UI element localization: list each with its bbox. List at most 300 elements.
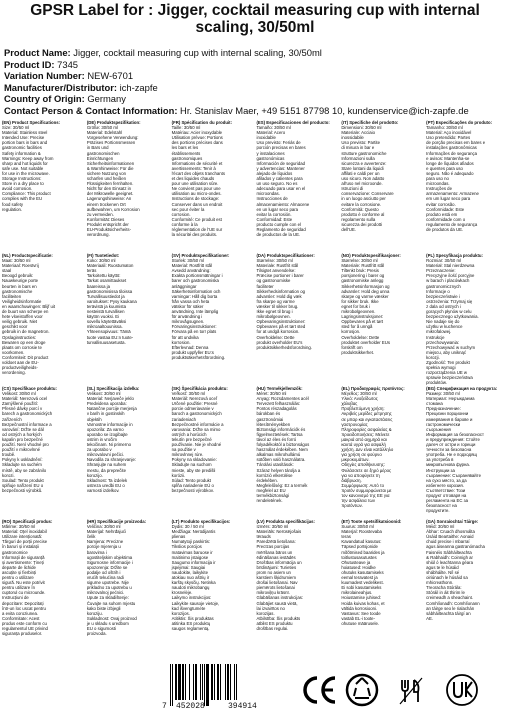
language-block-line: Yhteensopivuus: Tämä <box>86 329 131 335</box>
language-block-line: használat érdekében. Nem <box>256 447 308 453</box>
language-block-line: sicurezza dei prodotti <box>341 221 382 227</box>
language-block-line: Информация за безопасност <box>426 431 484 437</box>
language-block-heading: (ES) Especificaciones del producto: <box>256 120 330 125</box>
language-block-line: un uso seguro. No es <box>256 181 298 187</box>
language-block <box>87 386 169 509</box>
language-block-line: faciliteiten <box>2 293 22 299</box>
language-block-line: varningar: Håll dig borta <box>171 293 218 299</box>
language-block-line: bezpečnosti výrobkov. <box>171 487 214 493</box>
language-block-line: Materiale: Rustfrit stål <box>256 263 299 269</box>
language-block-line: prom no asiem un <box>256 569 291 575</box>
language-block-line: troubě. <box>2 452 16 458</box>
language-block-line: продукт отговаря на <box>426 492 467 498</box>
language-block-heading: (HU) Termékjellemzők: <box>256 386 303 391</box>
barcode-right-digits: 394914 <box>228 702 257 711</box>
language-block-line: Φυλάσσετε σε ξηρό μέρος <box>341 467 392 473</box>
language-block-line: Veľkosť: 30/50 ml <box>171 391 206 397</box>
language-block-line: mikrobølgeovnen. <box>256 314 291 320</box>
language-block <box>172 253 254 376</box>
language-block-line: Informações de segurança <box>426 150 478 156</box>
language-block-line: drošai lietošanai. Nav <box>256 580 298 586</box>
language-block-line: prikladno za upotrebu u <box>86 585 132 591</box>
language-block-line: bezpiecznego użytkowania. <box>426 314 479 320</box>
language-block-line: Materiāls: Nerūsējošais <box>256 529 302 535</box>
language-block-line: korrosjon. <box>341 329 361 335</box>
language-block-line: mikrovlnnej rúre. <box>171 452 204 458</box>
language-block-line: Storlek: 30/50 ml <box>171 258 204 264</box>
language-block-line: Shranjujte na suhem <box>86 462 127 468</box>
language-block-line: teräs <box>86 268 97 274</box>
language-block-line: bezpečnosti výrobků. <box>2 487 43 493</box>
language-block-line: krosnelėje. <box>171 590 193 596</box>
language-block-line: baareissa ja <box>86 283 110 289</box>
language-block-line: atitinka ES produktų <box>171 620 211 626</box>
language-block-line: afilados y calientes para <box>256 176 303 182</box>
language-block-line: Utilisation prévue: Portions <box>171 135 223 141</box>
language-block-line: terävistä ja kuumista <box>86 303 126 309</box>
language-block-line: Instrukcje <box>426 334 445 340</box>
language-block <box>257 386 339 509</box>
language-block-line: la sécurité des produits. <box>171 232 218 238</box>
language-block-line: Materiál: Nerezová oceľ <box>171 396 218 402</box>
language-block-line: Precyzyjne ilość porcyjne <box>426 273 475 279</box>
language-block-line: Zgodność: Ten produkt <box>426 359 470 365</box>
language-block-line: baroch a gastronomických <box>171 411 222 417</box>
language-block-line: teras <box>341 534 351 540</box>
language-block-line: toitlustusasutustes <box>341 554 377 560</box>
language-block-line: vrućih tekućina radi <box>86 575 124 581</box>
language-block-line: et des liquides chauds <box>171 176 215 182</box>
language-block-line: corrosion. <box>171 211 191 217</box>
language-block-line: Bezpečnostní informace a <box>2 421 52 427</box>
language-block-line: μικροκυμάτων. <box>341 457 370 463</box>
language-block-line: Præcise portioner i barer <box>256 273 304 279</box>
language-block-line: lai izvairītos no <box>256 605 285 611</box>
language-block-line: použití v mikrovlnné <box>2 447 40 453</box>
language-block-line: koroziju. <box>86 610 103 616</box>
language-block-line: Materiale: Rustfritt stål <box>341 263 385 269</box>
language-block-line: ugostiteljskim objektima <box>86 554 133 560</box>
language-block-line: établissements <box>171 150 201 156</box>
language-block-line: gorących płynów w celu <box>426 309 472 315</box>
language-grid <box>2 120 508 642</box>
language-block-line: aufbewahren, um Korrosion <box>86 206 140 212</box>
language-block-line: oiriúnach le húsáid sa <box>426 575 468 581</box>
language-block-line: varoitukset: Pysy kaukana <box>86 298 137 304</box>
language-block-line: de productos de la UE. <box>256 232 301 238</box>
language-block-line: Uso previsto: Partite <box>341 140 381 146</box>
language-block-line: Tamaño: 30/50 ml <box>256 125 291 131</box>
language-block-line: w barach i placówkach <box>426 278 470 284</box>
language-block <box>257 120 339 243</box>
language-block-line: korozijos. <box>171 610 190 616</box>
info-product-name: Product Name: Jigger, cocktail measuring cup with internal scaling, 30/50ml <box>4 47 322 58</box>
language-block-line: Opslaginstructies: <box>2 334 37 340</box>
language-block-line: čelik <box>86 534 96 540</box>
language-block-line: Izmērs: 30/50 ml <box>256 524 289 530</box>
language-block-line: dell'UE. <box>341 226 357 232</box>
language-block-line: advarsler: Hold deg unna <box>341 288 390 294</box>
language-block-line: Saugumo informacija ir <box>171 559 216 565</box>
language-block-line: Warnings: Keep away from <box>2 155 54 161</box>
language-block-line: Conformità: Questo <box>341 206 379 212</box>
language-block-line: for sikker bruk. Ikke <box>341 298 379 304</box>
language-block-line: Utilizare intenționată: <box>2 534 43 540</box>
language-block-line: Размер: 30/50 ml <box>426 391 460 397</box>
language-block-line: barech a gastronomických <box>2 411 53 417</box>
language-block-line: cuptorul cu microunde. <box>2 590 46 596</box>
language-block-line: regulamentul UE privind <box>2 625 48 631</box>
language-block <box>257 253 339 376</box>
language-block-line: inossidabile <box>341 135 364 141</box>
language-block-line: gastronomiques <box>171 155 203 161</box>
language-block-line: faciliteter <box>256 283 274 289</box>
language-block-line: depozitare: Depozitați <box>2 600 44 606</box>
language-block-line: Ακριβείς μερίδες μέτρησης <box>341 411 392 417</box>
language-block-line: all'uso nel microonde. <box>341 181 383 187</box>
language-block-line: conformidade com o <box>426 216 466 222</box>
language-block-line: Materiale: Acciaio <box>341 130 376 136</box>
language-block-line: Navodila za shranjevanje: <box>86 457 137 463</box>
language-block-line: Material: Aço inoxidável <box>426 130 472 136</box>
language-block-line: sprawie bezpieczeństwa <box>426 375 473 381</box>
language-block-line: advarsler: Hold dig væk <box>256 293 302 299</box>
language-block-line: tekutín pre bezpečné <box>171 436 212 442</box>
language-block-line: Compliance: This product <box>2 191 51 197</box>
language-block-line: Avsedd användning: <box>171 268 211 274</box>
language-block-line: porción precisas en bares <box>256 145 306 151</box>
language-block-line: για να αποφύγετε τη <box>341 472 380 478</box>
language-block-line: μακριά από αιχμηρά και <box>341 436 387 442</box>
language-block-line: egnet for bruk i <box>341 303 370 309</box>
language-block-line: Съответствие: Този <box>426 487 466 493</box>
language-block-line: Hoida kuivas kohas, et <box>341 600 385 606</box>
language-block-line: splňuje nařízení EU o <box>2 482 44 488</box>
language-block-line: съхранение: Съхранявайте <box>426 472 481 478</box>
language-block-line: Beoogd gebruik: <box>2 273 34 279</box>
language-block-line: Täpsed portsjonide <box>341 544 378 550</box>
language-block-line: Biztonsági információk és <box>256 426 306 432</box>
language-block-line: Súlad: Tento produkt <box>171 477 211 483</box>
language-block-line: varovania: Držte sa mimo <box>171 426 221 432</box>
language-block-line: evitare la corrosione. <box>341 201 382 207</box>
language-block-line: atbilst ES produktu <box>256 620 293 626</box>
language-block-line: Store in a dry place to <box>2 181 44 187</box>
language-block-line: Material: Acero <box>256 130 286 136</box>
language-block-line: ascuțite și fierbinți <box>2 569 37 575</box>
language-block-line: Atitiktis: Šis produktas <box>171 615 214 621</box>
language-block-line: Přesné dávky porcí v <box>2 406 43 412</box>
language-block-line: Conformitate: Acest <box>2 615 40 621</box>
language-block-line: opozorila: Za varno <box>86 426 124 432</box>
language-block-line: Przeznaczenie: <box>426 268 456 274</box>
language-block-line: Förvara på en torr plats <box>171 329 217 335</box>
language-block-line: mestu, da preprečite <box>86 467 126 473</box>
language-block-line: hoiatused: Hoidke <box>341 564 376 570</box>
language-block-line: en waarschuwingen: Blijf uit <box>2 303 56 309</box>
language-block-line: Einrichtungen <box>86 155 114 161</box>
language-block-line: για χρήση σε φούρνο <box>341 452 382 458</box>
language-block-line: shábháilte. Níl sé <box>426 569 460 575</box>
language-block-line: från vassa och heta <box>171 298 210 304</box>
language-block-line: Materiał: Stal nierdzewna <box>426 263 475 269</box>
language-block-line: mikroaaltouunissa. <box>86 324 123 330</box>
language-block-line: conservazione: Conservare <box>341 191 394 197</box>
language-block-line: Produkt entspricht der <box>86 221 129 227</box>
language-block-line: Ábhar: Cruach dhosmálta <box>426 529 475 535</box>
language-block-line: produs este conform cu <box>2 620 47 626</box>
language-block-line: em um lugar seco para <box>426 196 471 202</box>
language-block <box>87 253 169 376</box>
language-block-heading: (IT) Specifiche del prodotto: <box>341 120 399 125</box>
language-block-line: pour une utilisation sûre. <box>171 181 219 187</box>
language-block-line: mhicreathonn. <box>426 580 454 586</box>
language-block-line: sovellu käytettäväksi <box>86 319 127 325</box>
language-block-line: Istruzioni di <box>341 186 364 192</box>
language-block-line: karstiem šķidrumiem <box>256 575 296 581</box>
language-block-line: drošības regulai. <box>256 625 289 631</box>
language-block-line: Rozmiar: 30/50 ml <box>426 258 462 264</box>
language-block-line: Upute za skladištenje: <box>86 595 129 601</box>
language-block-heading: (FI) Tuotetiedot: <box>86 253 120 258</box>
language-block-line: nesteistä turvallisen <box>86 309 125 315</box>
language-block-line: Ikke egnet til brug i <box>256 309 293 315</box>
language-block-line: alkalmas mikrohullámú <box>256 452 301 458</box>
language-block-line: Tervezett felhasználás: <box>256 401 301 407</box>
language-block-line: porsjonering i barer og <box>341 273 385 279</box>
language-block-line: conforme à la <box>171 221 198 227</box>
language-block-line: gastronomisissa tiloissa <box>86 288 133 294</box>
language-block-line: Skladujte na suchom <box>171 462 212 468</box>
language-block-heading: (SV) Produktspecifikationer: <box>171 253 230 258</box>
language-block-line: verordening. <box>2 370 26 376</box>
language-block-line: používanie. Nie je vhodné <box>171 442 222 448</box>
language-block-line: съоръжения <box>426 426 451 432</box>
language-block-line: Материал: Неръждаема <box>426 396 475 402</box>
language-block-line: porcije mjerenja u <box>86 544 121 550</box>
language-block-line: gastronomischen <box>86 150 120 156</box>
language-block-line: Flüssigkeiten fernhalten. <box>86 181 134 187</box>
language-block-line: sicurezza e avvertenze: <box>341 160 387 166</box>
language-block-line: forskrift om <box>341 344 363 350</box>
language-block-heading: (BG) Спецификация на продукта: <box>426 386 498 391</box>
language-block <box>341 386 423 509</box>
language-block <box>341 519 423 642</box>
language-block-line: távol az éles és forró <box>256 436 297 442</box>
language-block-line: Úsáid Beartaithe: Aonaid <box>426 534 474 540</box>
language-block-line: τον κανονισμό της ΕΕ για <box>341 492 390 498</box>
language-block-line: & Warnhinweise: Für die <box>86 165 134 171</box>
language-block-line: naudoti mikrobangų <box>171 585 210 591</box>
language-block-line: verordnung. <box>86 232 110 238</box>
language-block-line: mõõtmised baarides ja <box>341 549 385 555</box>
language-block-line: korózii. <box>171 472 186 478</box>
language-block-line: избегнете корозия. <box>426 482 464 488</box>
language-block <box>426 386 508 514</box>
language-block-heading: (HR) Specifikacije proizvoda: <box>86 519 147 524</box>
language-block-line: προϊόντων. <box>341 503 363 509</box>
language-block-line: vältida korrosiooni. <box>341 605 378 611</box>
language-block <box>426 120 508 243</box>
language-block-line: food safety <box>2 201 24 207</box>
language-block-line: Maat: 30/50 ml <box>2 258 31 264</box>
language-block-line: χρήση. Δεν είναι κατάλληλο <box>341 447 394 453</box>
language-block-line: Sigurnosne informacije i <box>86 559 133 565</box>
language-block-line: utilisation au micro-ondes. <box>171 191 222 197</box>
language-block-line: Soulad: Tento produkt <box>2 477 44 483</box>
language-block-line: Matériau: Acier inoxydable <box>171 130 223 136</box>
language-block-line: γαστρονομίας <box>341 421 368 427</box>
language-block-heading: (LV) Produkta specifikācijas: <box>256 519 315 524</box>
language-block-line: użytku w kuchence <box>426 324 463 330</box>
language-block-line: Faisnéis Sábháilteachta <box>426 549 472 555</box>
language-block-line: brīdinājumi: Turieties <box>256 564 297 570</box>
language-block-line: rozporządzenia UE w <box>426 370 467 376</box>
language-block-line: sec pour éviter la <box>171 206 205 212</box>
language-block-line: Ohutusteave ja <box>341 559 371 565</box>
language-block-line: varování: Držte se dál <box>2 426 44 432</box>
language-block-line: mikrobølgeovnen. <box>341 309 376 315</box>
language-block-line: for at undgå korrosion. <box>256 329 300 335</box>
language-block-line: Varnostne informacije in <box>86 421 133 427</box>
language-block-line: folyadékoktól a biztonságos <box>256 442 310 448</box>
language-block-heading: (EL) Προδιαγραφές προϊόντος: <box>341 386 405 391</box>
language-block-line: departe de lichide <box>2 564 36 570</box>
language-block-line: EU-Produktsicherheits- <box>86 226 132 232</box>
language-block <box>87 120 169 243</box>
language-block-line: sigurne upotrebe. Nije <box>86 580 129 586</box>
language-block-line: para uso no <box>426 176 449 182</box>
language-block-line: scharfen und heißen <box>86 176 127 182</box>
language-block-line: Laikymo instrukcijos: <box>171 595 212 601</box>
language-block-heading: (FR) Spécification du produit: <box>171 120 233 125</box>
language-block-line: de buurt van scherpe en <box>2 309 49 315</box>
language-block-line: Vastavus: See toode <box>341 610 381 616</box>
language-block <box>341 120 423 243</box>
language-block-line: sharp and hot liquids for <box>2 160 48 166</box>
language-block-line: Tarkat osamittaukset <box>86 278 127 284</box>
language-block-heading: (PL) Specyfikacja produktu: <box>426 253 483 258</box>
language-block-line: Megfelelőség: Ez a termék <box>256 482 308 488</box>
language-block-heading: (ET) Toote spetsifikatsioonid: <box>341 519 402 524</box>
language-block-line: Laikykite sausoje vietoje, <box>171 600 220 606</box>
language-block-line: Προβλεπόμενη χρήση: <box>341 406 385 412</box>
language-block-line: Comhlíonadh: Comhlíonann <box>426 600 480 606</box>
language-block-line: uporabo se izogibajte <box>86 431 128 437</box>
language-block-line: Material: Nerjaveče jeklo <box>86 396 134 402</box>
language-block-line: evitar la corrosión. <box>256 211 292 217</box>
language-block-line: gastronomic facilities <box>2 145 42 151</box>
language-block-line: Veiligheidsinformatie <box>2 298 42 304</box>
barcode <box>162 664 282 712</box>
language-block-line: användning. Inte lämplig <box>171 309 219 315</box>
language-block-line: σε μπαρ και εγκαταστάσεις <box>341 416 393 422</box>
language-block-line: produktsikkerhedsforordning. <box>256 344 312 350</box>
barcode-bars <box>170 664 274 700</box>
language-block-line: течности за безопасна <box>426 447 472 453</box>
language-block-heading: (SL) Specifikacija izdelka: <box>86 386 140 391</box>
language-block-heading: (CS) Specifikace produktu: <box>2 386 57 391</box>
language-block-line: Materiaali: Ruostumaton <box>86 263 134 269</box>
language-block-line: veilig gebruik. Niet <box>2 319 38 325</box>
language-block-line: Velikost: 30/50 ml <box>2 391 36 397</box>
language-block-line: Conformidade: Este <box>426 206 465 212</box>
language-block-line: Präzises Portionsmessen <box>86 140 136 146</box>
language-block-line: Прецизни порционни <box>426 411 469 417</box>
language-block-line: Tiltenkt bruk: Presis <box>341 268 379 274</box>
language-block-line: Efterlevnad: Denna <box>171 344 209 350</box>
language-block-line: complies with the EU <box>2 196 43 202</box>
language-block-line: maitinimo įstaigose <box>171 554 209 560</box>
language-block-line: Sukladnost: Ovaj proizvod <box>86 615 137 621</box>
language-block <box>2 386 84 509</box>
language-block-line: Conformidad: Este <box>256 216 293 222</box>
language-block-line: staal <box>2 268 12 274</box>
language-block-heading: (EN) Product Specifications: <box>2 120 61 125</box>
language-block-line: Oppbevares på et tørt <box>341 319 384 325</box>
language-block-line: Informazioni sulla <box>341 155 375 161</box>
language-block-line: Taille: 30/50 ml <box>171 125 201 131</box>
info-contact-person: Contact Person & Contact Information: Hr. Stanislav Maer, +49 5151 87798 10, kundenservice@ich-zapfe.de <box>4 104 469 116</box>
language-block <box>172 386 254 509</box>
language-block-line: y advertencias: Mantener <box>256 165 305 171</box>
language-block-line: προϊόν συμμορφώνεται με <box>341 487 392 493</box>
language-block-line: & Rabhaidh: Coinnigh ar <box>426 554 473 560</box>
language-block-line: Konformität: Dieses <box>86 216 125 222</box>
language-block-line: saugos reglamentą. <box>171 625 210 631</box>
language-block-line: Skladnost: Ta izdelek <box>86 477 128 483</box>
language-block-line: korozijas. <box>256 610 275 616</box>
language-block-line: regulation. <box>2 206 23 212</box>
language-block-line: instalações gastronômicas <box>426 145 477 151</box>
language-block-line: shiúl ó leachtanna géara <box>426 559 473 565</box>
language-block <box>2 253 84 376</box>
language-block-line: sigură. Nu este potrivit <box>2 580 45 586</box>
language-block-line: Säkerhetsinformation och <box>171 288 221 294</box>
language-block-line: Turvallisuustiedot ja <box>86 293 125 299</box>
language-block-line: Drošības informācija un <box>256 559 302 565</box>
language-block-line: ohutuse määrusele. <box>341 620 380 626</box>
language-block-line: Materjal: Roostevaba <box>341 529 382 535</box>
language-block-line: karštų skysčių. Netinka <box>171 580 216 586</box>
language-block-line: Glabāšanas instrukcijas: <box>256 595 304 601</box>
language-block <box>2 519 84 642</box>
language-block-line: zařízeních <box>2 416 22 422</box>
language-block-line: inoxidable <box>256 135 276 141</box>
language-block-line: tuote vastaa EU:n tuote- <box>86 334 134 340</box>
language-block-line: Tarkoitettu käyttö: <box>86 273 121 279</box>
language-block-line: ustreza uredbi EU o <box>86 482 125 488</box>
language-block-line: en un lugar seco para <box>256 206 299 212</box>
language-block-line: chuid precise i mbarraí <box>426 539 470 545</box>
language-block-line: voorkomen. <box>2 349 25 355</box>
info-product-id: Product ID: 7345 <box>4 58 78 70</box>
language-block-heading: (GA) Sonraíochtaí Táirge: <box>426 519 479 524</box>
language-block-line: Veličina: 30/50 ml <box>86 524 121 530</box>
language-block-line: tekočinam. Ni primerno <box>86 442 132 448</box>
language-block-line: Informations de sécurité et <box>171 160 223 166</box>
language-block-line: Uso previsto: Feriás de <box>256 140 301 146</box>
language-block-line: anläggningar <box>171 283 197 289</box>
language-block <box>257 519 339 642</box>
language-block-line: vätskor för säker <box>171 303 204 309</box>
language-block-heading: (RO) Specificații produs: <box>2 519 53 524</box>
language-block-line: mikrofalowej. <box>426 329 452 335</box>
language-block-line: produktów. <box>426 380 447 386</box>
language-block-line: Storage Instructions: <box>2 176 42 182</box>
language-block-line: producto cumple con el <box>256 221 301 227</box>
language-block-line: agus te le húsáid <box>426 564 459 570</box>
